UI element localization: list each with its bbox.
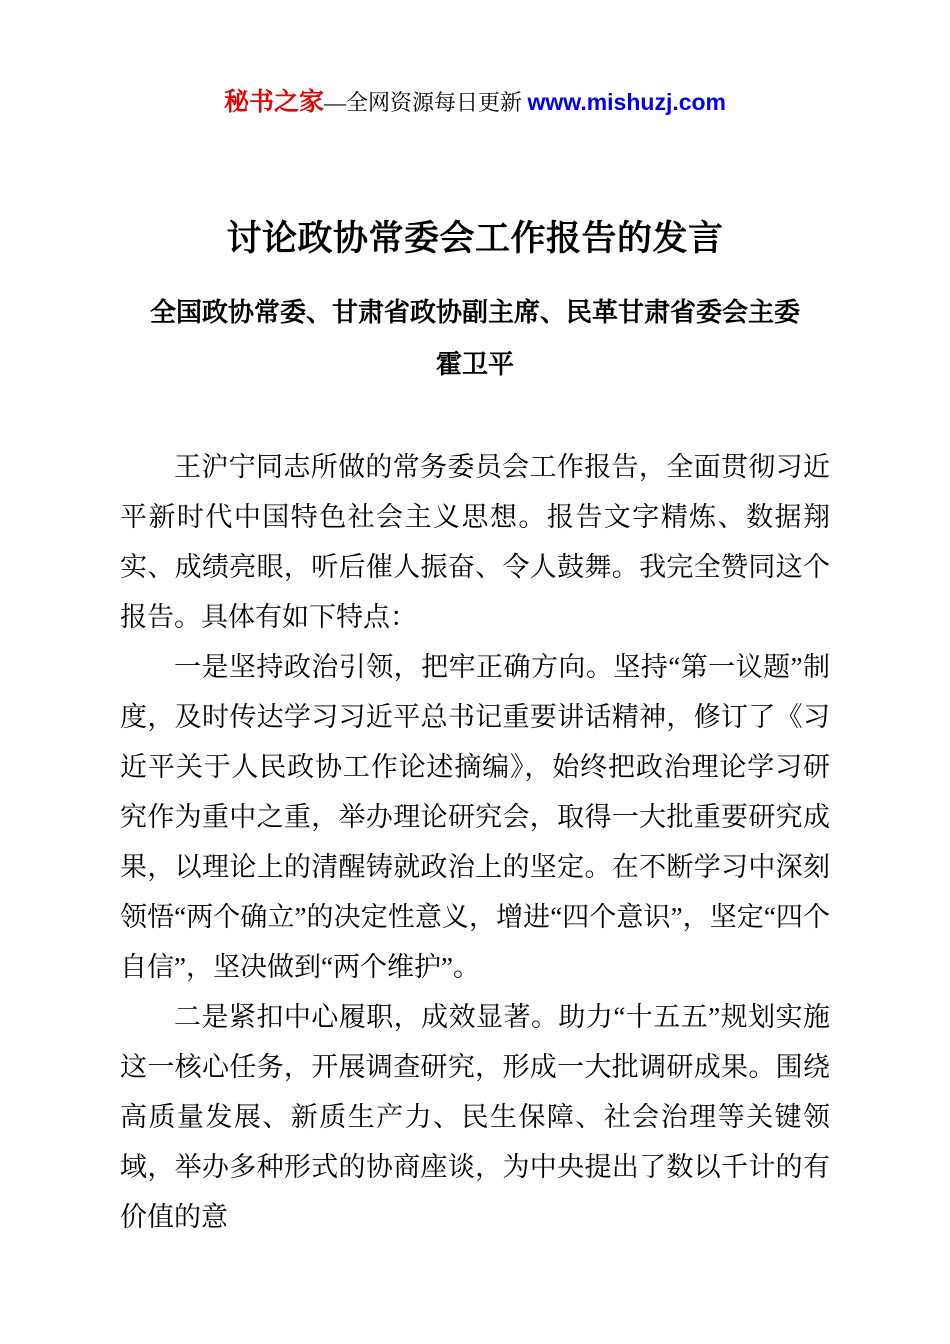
paragraph-intro: 王沪宁同志所做的常务委员会工作报告，全面贯彻习近平新时代中国特色社会主义思想。报告文字精炼、数据翔实、成绩亮眼，听后催人振奋、令人鼓舞。我完全赞同这个报告。具体有如下特点： <box>120 452 830 632</box>
site-header <box>120 85 830 120</box>
site-name: 秘书之家 <box>223 89 324 116</box>
site-url-link[interactable]: www.mishuzj.com <box>527 89 727 115</box>
document-author: 霍卫平 <box>435 349 514 379</box>
document-subtitle: 全国政协常委、甘肃省政协副主席、民革甘肃省委会主委 <box>149 297 800 327</box>
document-body <box>120 442 830 1242</box>
document-title: 讨论政协常委会工作报告的发言 <box>226 219 724 258</box>
paragraph-point-one: 一是坚持政治引领，把牢正确方向。坚持“第一议题”制度，及时传达学习习近平总书记重要讲话精神，修订了《习近平关于人民政协工作论述摘编》，始终把政治理论学习研究作为重中之重，举办理论研究会，取得一大批重要研究成果，以理论上的清醒铸就政治上的坚定。在不断学习中深刻领悟“两个确立”的决定性意义，增进“四个意识”，坚定“四个自信”，坚决做到“两个维护”。 <box>120 652 830 982</box>
site-tagline: —全网资源每日更新 <box>323 90 528 115</box>
paragraph-point-two: 二是紧扣中心履职，成效显著。助力“十五五”规划实施这一核心任务，开展调查研究，形成一大批调研成果。围绕高质量发展、新质生产力、民生保障、社会治理等关键领域，举办多种形式的协商座谈，为中央提出了数以千计的有价值的意 <box>120 1002 830 1232</box>
